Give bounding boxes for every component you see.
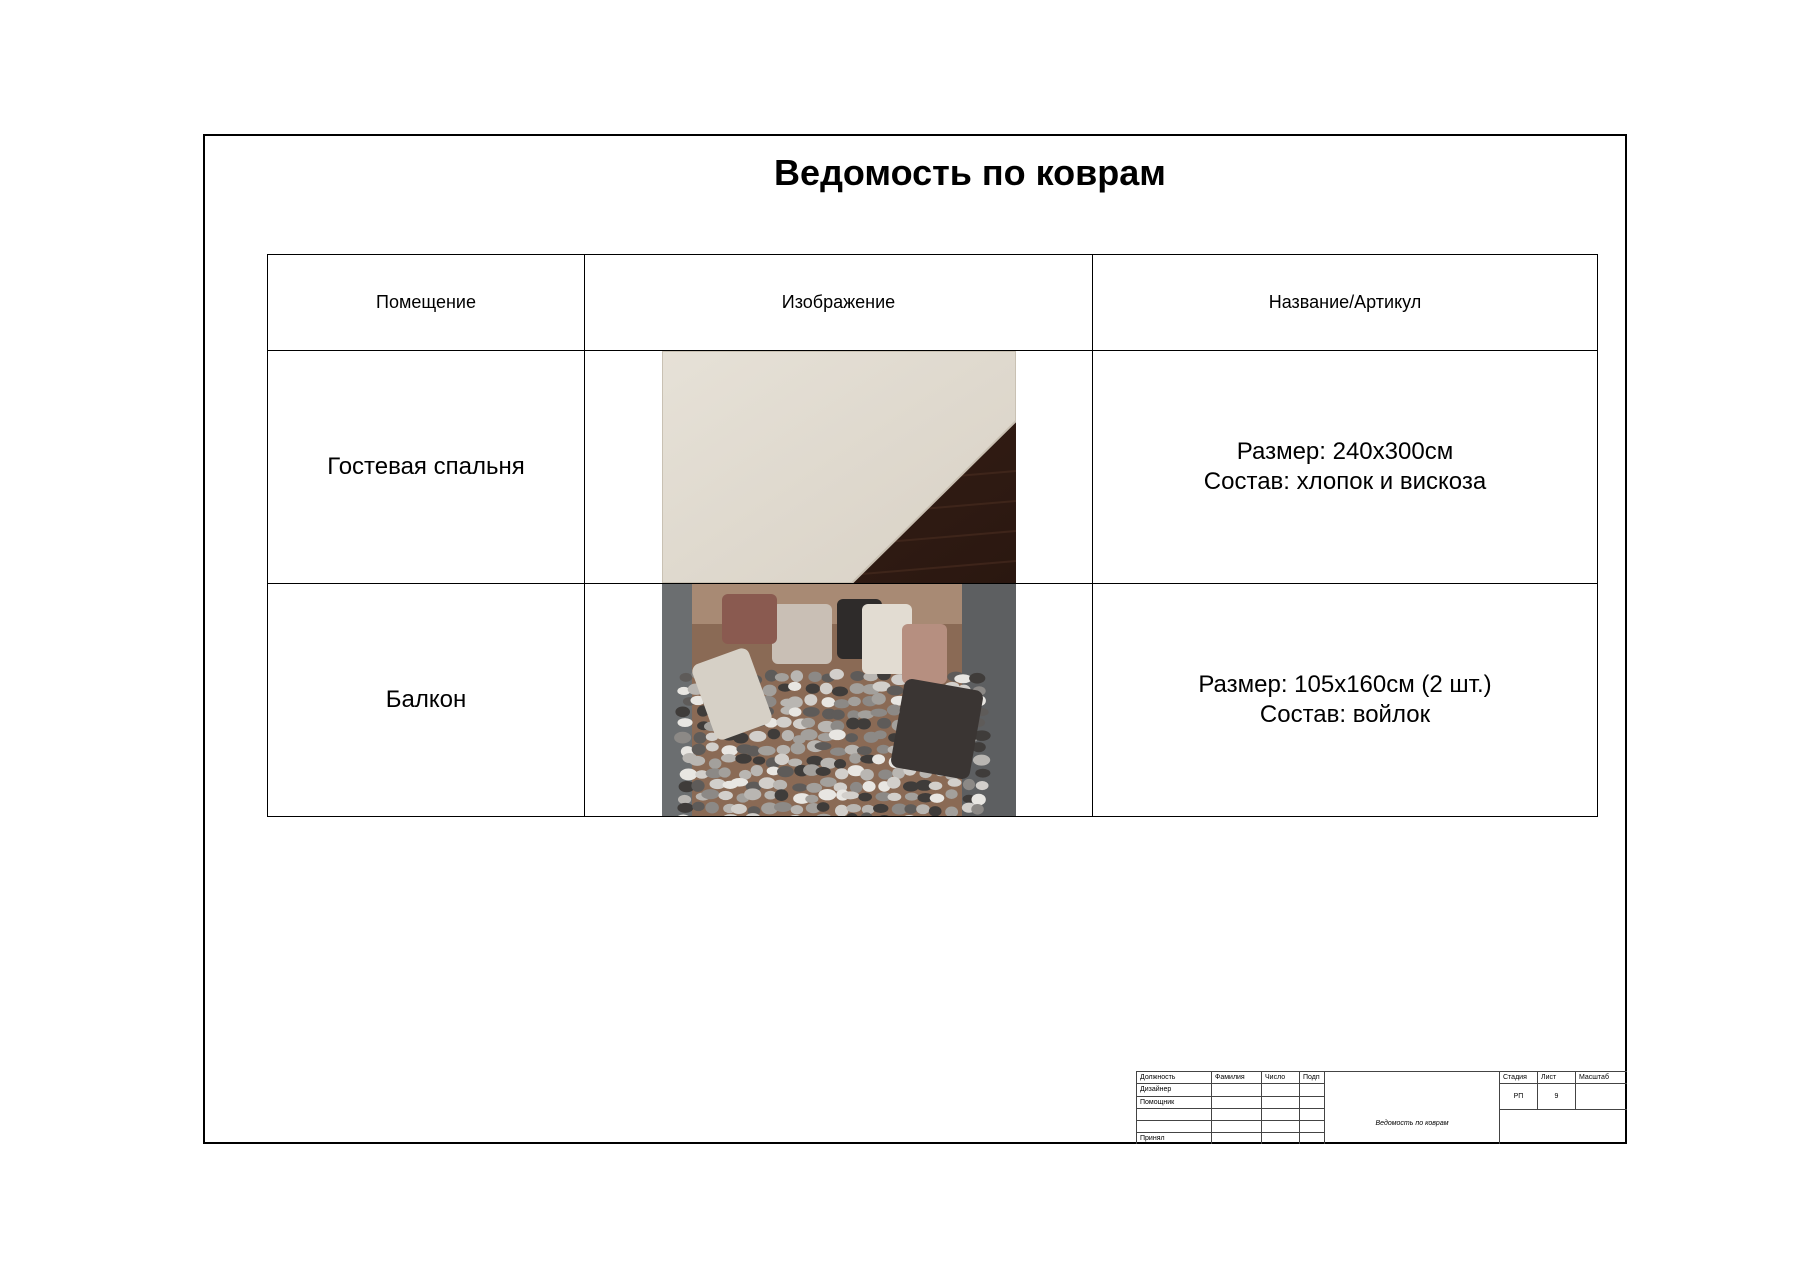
stamp-col-sign: Подп	[1299, 1071, 1324, 1083]
image-cell	[585, 584, 1093, 817]
table-row	[268, 584, 1598, 817]
composition-text: Состав: войлок	[1259, 701, 1431, 728]
stamp-sheet-value: 9	[1537, 1083, 1575, 1109]
size-text: Размер: 105х160см (2 шт.)	[1198, 671, 1492, 698]
table-header-row	[268, 255, 1598, 351]
table-row	[268, 351, 1598, 584]
stamp-stage-value: РП	[1499, 1083, 1537, 1109]
page-title: Ведомость по коврам	[774, 152, 1166, 193]
stamp-col-position: Должность	[1136, 1071, 1211, 1083]
name-cell	[1093, 351, 1598, 584]
name-cell	[1093, 584, 1598, 817]
stamp-sheet-label: Лист	[1537, 1071, 1575, 1083]
room-cell: Гостевая спальня	[268, 351, 585, 584]
rug-schedule-table	[267, 254, 1598, 817]
stamp-row-assistant: Помощник	[1136, 1096, 1211, 1108]
title-block	[1136, 1071, 1627, 1144]
pebble-felt-rug-photo	[662, 584, 1016, 816]
header-room: Помещение	[268, 255, 585, 351]
stamp-scale-label: Масштаб	[1575, 1071, 1627, 1083]
stamp-stage-label: Стадия	[1499, 1071, 1537, 1083]
room-cell: Балкон	[268, 584, 585, 817]
image-cell	[585, 351, 1093, 584]
composition-text: Состав: хлопок и вискоза	[1203, 468, 1487, 495]
stamp-col-surname: Фамилия	[1211, 1071, 1261, 1083]
size-text: Размер: 240х300см	[1236, 438, 1454, 465]
header-name: Название/Артикул	[1093, 255, 1598, 351]
header-image: Изображение	[585, 255, 1093, 351]
stamp-row-accepted: Принял	[1136, 1132, 1211, 1144]
beige-rug-photo	[662, 351, 1016, 583]
stamp-col-date: Число	[1261, 1071, 1299, 1083]
stamp-sheet-title: Ведомость по коврам	[1324, 1071, 1499, 1144]
stamp-row-designer: Дизайнер	[1136, 1083, 1211, 1096]
